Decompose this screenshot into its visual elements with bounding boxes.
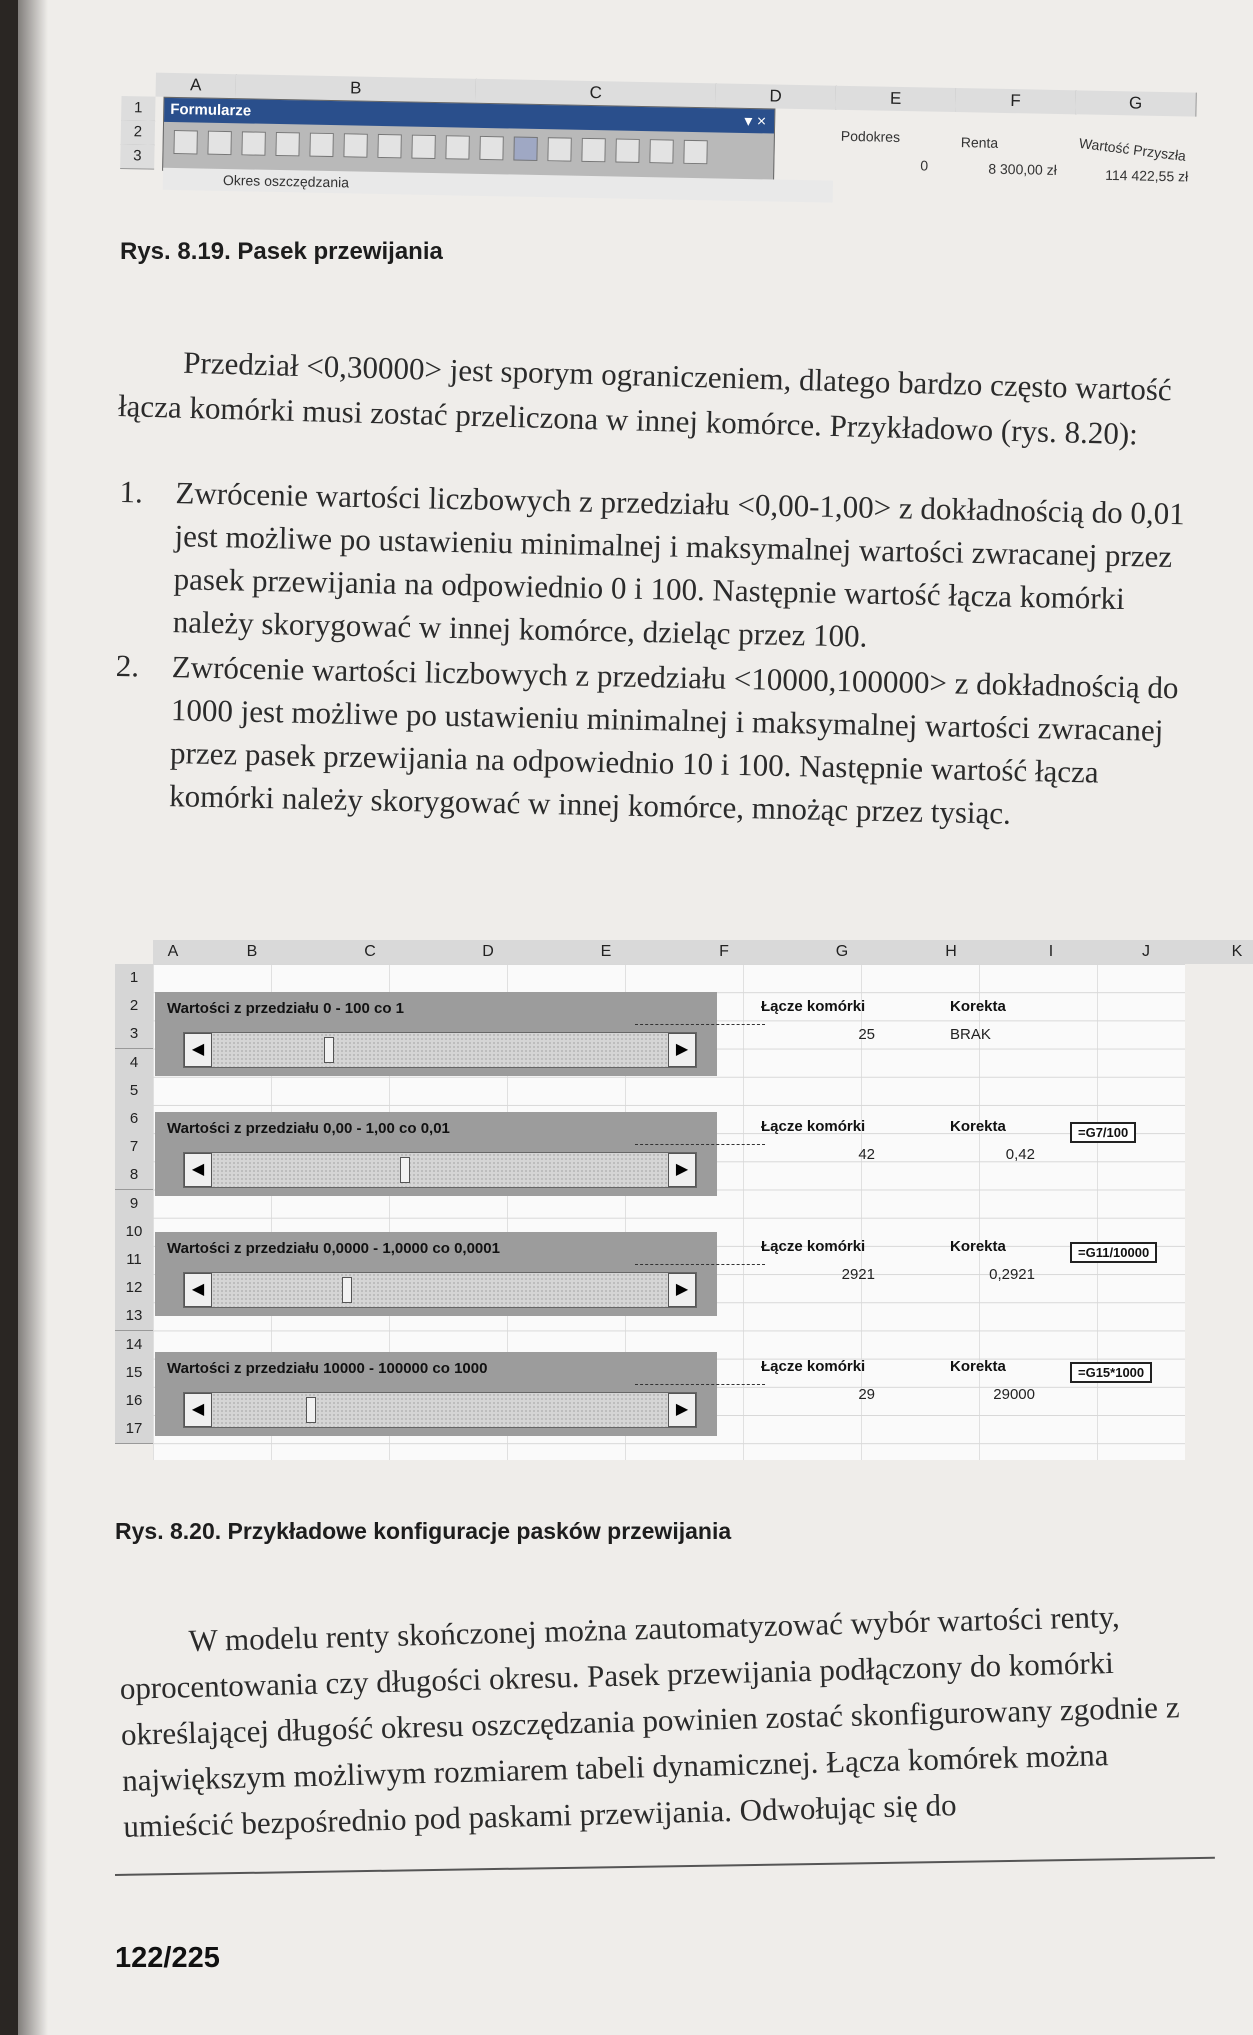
row-header: 7 xyxy=(115,1133,153,1162)
scrollbar-label: Wartości z przedziału 0,00 - 1,00 co 0,01 xyxy=(167,1120,450,1137)
scrollbar-group xyxy=(155,992,717,1076)
row-header: 8 xyxy=(115,1161,153,1190)
scroll-right-arrow-icon[interactable]: ▶ xyxy=(668,1153,696,1187)
scrollbar-label: Wartości z przedziału 0 - 100 co 1 xyxy=(167,1000,405,1017)
forms-toolbox[interactable] xyxy=(162,97,775,191)
scrollbar-label: Wartości z przedziału 0,0000 - 1,0000 co 0,0001 xyxy=(167,1240,500,1257)
scrollbar-group xyxy=(155,1352,717,1436)
col-header: G xyxy=(783,940,902,964)
page-number: 122/225 xyxy=(115,1942,220,1974)
figure-8-19 xyxy=(119,72,1202,243)
correction-value: BRAK xyxy=(950,1026,991,1043)
link-arrow xyxy=(635,1144,765,1145)
label-tool-icon[interactable] xyxy=(173,130,197,154)
row-header: 2 xyxy=(121,120,155,146)
col-header: E xyxy=(835,86,956,112)
button-tool-icon[interactable] xyxy=(275,132,299,156)
scrollbar-thumb[interactable] xyxy=(342,1277,352,1303)
correction-label: Korekta xyxy=(950,1358,1006,1375)
formula-callout: =G7/100 xyxy=(1070,1122,1136,1143)
cell-f2: Renta xyxy=(960,134,999,151)
scroll-left-arrow-icon[interactable]: ◀ xyxy=(184,1393,212,1427)
row-header: 3 xyxy=(115,1020,153,1049)
formula-callout: =G11/10000 xyxy=(1070,1242,1157,1263)
grid-tool-icon[interactable] xyxy=(649,139,673,163)
formula-callout: =G15*1000 xyxy=(1070,1362,1152,1383)
scroll-left-arrow-icon[interactable]: ◀ xyxy=(184,1033,212,1067)
cell-okres: Okres oszczędzania xyxy=(163,168,833,203)
close-icon[interactable]: ▾ × xyxy=(744,112,767,131)
caption-fig-8-20: Rys. 8.20. Przykładowe konfiguracje pasków przewijania xyxy=(115,1518,732,1544)
cell-e3: 0 xyxy=(920,157,929,174)
row-header: 13 xyxy=(115,1302,153,1331)
correction-label: Korekta xyxy=(950,998,1006,1015)
dialog-tool-icon[interactable] xyxy=(683,140,707,164)
scroll-left-arrow-icon[interactable]: ◀ xyxy=(184,1273,212,1307)
correction-label: Korekta xyxy=(950,1238,1006,1255)
combo-dropdown-tool-icon[interactable] xyxy=(479,136,503,160)
row-header: 10 xyxy=(115,1218,153,1247)
list-text: Zwrócenie wartości liczbowych z przedziału <0,00-1,00> z dokładnością do 0,01 jest możliwe po ustawieniu minimalnej i maksymalnej wartości zwracanej przez pasek przewijania na odpowiednio 0 i 100. Następnie wartość łącza komórki należy skorygować w innej komórce, dzieląc przez 100. xyxy=(172,475,1186,654)
col-header: I xyxy=(1001,940,1102,964)
link-arrow xyxy=(635,1384,765,1385)
combo-list-tool-icon[interactable] xyxy=(445,135,469,159)
correction-value: 0,42 xyxy=(1005,1146,1035,1163)
row-header: 11 xyxy=(115,1246,153,1275)
scroll-right-arrow-icon[interactable]: ▶ xyxy=(668,1033,696,1067)
col-header: E xyxy=(547,940,666,964)
list-item xyxy=(116,470,1189,664)
row-header: 14 xyxy=(115,1331,153,1360)
toolbox-title: Formularze xyxy=(164,98,774,134)
numbered-list xyxy=(113,470,1190,840)
link-cell-label: Łącze komórki xyxy=(761,1358,866,1375)
row-header: 16 xyxy=(115,1387,153,1416)
col-header: C xyxy=(475,79,716,108)
link-cell-value: 25 xyxy=(858,1026,875,1043)
scrollbar[interactable] xyxy=(183,1272,697,1308)
row-header: 17 xyxy=(115,1415,153,1444)
list-box-tool-icon[interactable] xyxy=(377,134,401,158)
scrollbar-thumb[interactable] xyxy=(324,1037,334,1063)
page-gutter-shadow xyxy=(18,0,48,2035)
col-header: A xyxy=(153,940,194,964)
list-number: 2. xyxy=(115,647,140,684)
row-header: 1 xyxy=(121,96,155,122)
paragraph-intro: Przedział <0,30000> jest sporym ograniczeniem, dlatego bardzo często wartość łącza komórki musi zostać przeliczona w innej komórce. Przykładowo (rys. 8.20): xyxy=(117,344,1173,452)
scroll-right-arrow-icon[interactable]: ▶ xyxy=(668,1393,696,1427)
list-item xyxy=(113,644,1186,838)
row-header: 2 xyxy=(115,992,153,1021)
col-header: F xyxy=(665,940,784,964)
scroll-right-arrow-icon[interactable]: ▶ xyxy=(668,1273,696,1307)
row-header: 4 xyxy=(115,1049,153,1078)
link-cell-value: 29 xyxy=(858,1386,875,1403)
scrollbar-thumb[interactable] xyxy=(306,1397,316,1423)
cell-g2: Wartość Przyszła xyxy=(1078,134,1187,165)
col-header: K xyxy=(1191,940,1253,964)
link-arrow xyxy=(635,1264,765,1265)
properties-tool-icon[interactable] xyxy=(581,138,605,162)
row-header: 5 xyxy=(115,1077,153,1106)
combo-box-tool-icon[interactable] xyxy=(411,135,435,159)
scrollbar[interactable] xyxy=(183,1152,697,1188)
list-number: 1. xyxy=(119,473,144,510)
col-header: C xyxy=(311,940,430,964)
col-header: B xyxy=(193,940,312,964)
col-header: B xyxy=(236,74,477,103)
spinner-tool-icon[interactable] xyxy=(547,137,571,161)
row-header: 6 xyxy=(115,1105,153,1134)
correction-value: 29000 xyxy=(993,1386,1035,1403)
figure-8-20 xyxy=(115,940,1243,1460)
link-cell-value: 42 xyxy=(858,1146,875,1163)
option-button-tool-icon[interactable] xyxy=(343,133,367,157)
scrollbar[interactable] xyxy=(183,1392,697,1428)
row-header: 3 xyxy=(120,144,154,170)
cell-e2: Podokres xyxy=(840,127,901,145)
code-tool-icon[interactable] xyxy=(615,138,639,162)
scrollbar-label: Wartości z przedziału 10000 - 100000 co 1000 xyxy=(167,1360,488,1377)
edit-box-tool-icon[interactable] xyxy=(207,131,231,155)
scroll-bar-tool-icon[interactable] xyxy=(513,137,537,161)
row-header: 12 xyxy=(115,1274,153,1303)
caption-fig-8-19: Rys. 8.19. Pasek przewijania xyxy=(120,238,443,265)
scrollbar-thumb[interactable] xyxy=(400,1157,410,1183)
col-header: D xyxy=(715,83,836,109)
link-cell-label: Łącze komórki xyxy=(761,1118,866,1135)
col-header: A xyxy=(156,73,237,99)
scroll-left-arrow-icon[interactable]: ◀ xyxy=(184,1153,212,1187)
row-header: 9 xyxy=(115,1190,153,1219)
scrollbar[interactable] xyxy=(183,1032,697,1068)
scrollbar-group xyxy=(155,1112,717,1196)
col-header: G xyxy=(1075,90,1196,116)
cell-g3: 114 422,55 zł xyxy=(1105,166,1189,185)
col-header: F xyxy=(955,88,1076,114)
link-cell-label: Łącze komórki xyxy=(761,1238,866,1255)
cell-f3: 8 300,00 zł xyxy=(988,160,1057,178)
link-cell-label: Łącze komórki xyxy=(761,998,866,1015)
row-header: 1 xyxy=(115,964,153,993)
link-cell-value: 2921 xyxy=(841,1266,875,1283)
checkbox-tool-icon[interactable] xyxy=(309,133,333,157)
col-header: D xyxy=(429,940,548,964)
row-header: 15 xyxy=(115,1359,153,1388)
correction-label: Korekta xyxy=(950,1118,1006,1135)
group-box-tool-icon[interactable] xyxy=(241,131,265,155)
correction-value: 0,2921 xyxy=(989,1266,1035,1283)
col-header: J xyxy=(1101,940,1192,964)
scrollbar-group xyxy=(155,1232,717,1316)
link-arrow xyxy=(635,1024,765,1025)
paragraph-outro: W modelu renty skończonej można zautomatyzować wybór wartości renty, oprocentowania czy długości okresu. Pasek przewijania podłączony do komórki określającej długość okresu oszczędzania powinien zostać skonfigurowany zgodnie z największym możliwym rozmiarem tabeli dynamicznej. Łącza komórek można umieścić bezpośrednio pod paskami przewijania. Odwołując się do xyxy=(119,1598,1180,1844)
list-text: Zwrócenie wartości liczbowych z przedziału <10000,100000> z dokładnością do 1000 jest możliwe po ustawieniu minimalnej i maksymalnej wartości zwracanej przez pasek przewijania na odpowiednio 10 i 100. Następnie wartość łącza komórki należy skorygować w innej komórce, mnożąc przez tysiąc. xyxy=(168,649,1179,831)
col-header: H xyxy=(901,940,1002,964)
